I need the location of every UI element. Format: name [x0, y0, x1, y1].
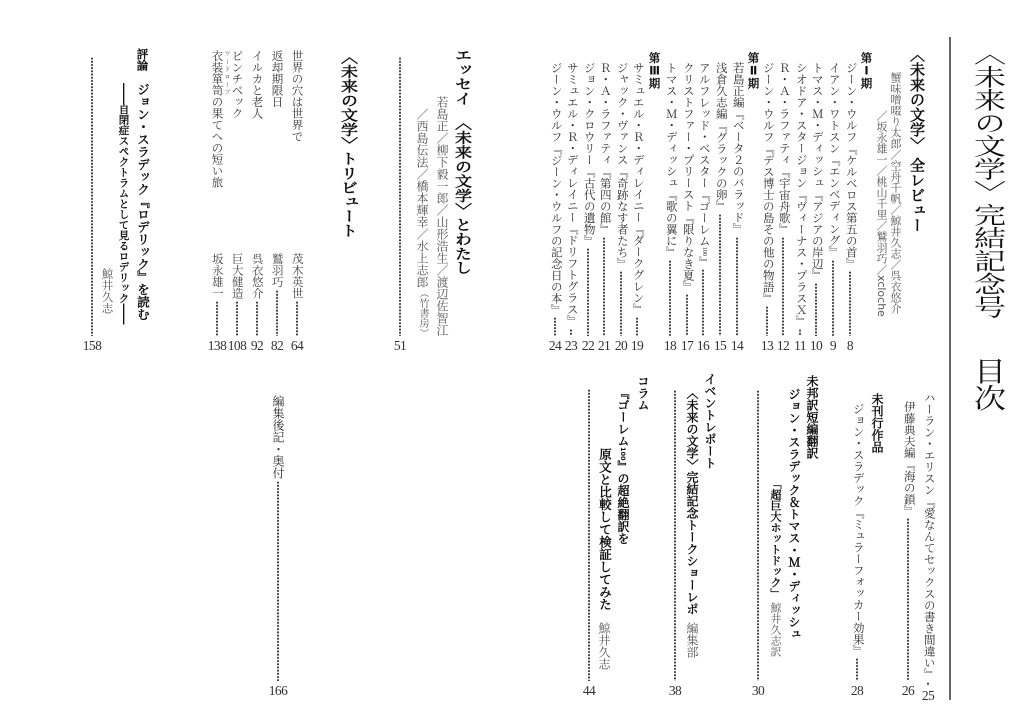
page-number: 18 [663, 337, 677, 353]
dot-leader [669, 390, 681, 681]
tribute-author: 巨大健造 [230, 253, 245, 299]
toc-entry [851, 403, 863, 697]
entry-title: 『宇宙舟歌』 [777, 165, 790, 235]
entry-author: ジャック・ヴァンス [615, 62, 628, 166]
entry-author: ジーン・ウルフ [761, 62, 774, 143]
toc-entry [844, 62, 856, 352]
dot-leader [664, 260, 676, 336]
toc-entry [714, 62, 726, 352]
toc-entry [664, 62, 676, 352]
entry-author: シオドア・スタージョン [794, 62, 807, 189]
page-number: 21 [597, 337, 611, 353]
criticism-subtitle: ――自閉症スペクトラムとして見るロデリック―― [117, 83, 130, 325]
page-number: 166 [268, 682, 288, 698]
tribute-author: 茂木英世 [290, 253, 305, 299]
page-number: 14 [730, 337, 744, 353]
criticism-author: 鯨井久志 [100, 268, 115, 314]
dot-leader [291, 301, 303, 336]
entry-title: 『ミュラーフォッカー効果』 [851, 506, 864, 656]
column-label: コラム [636, 375, 650, 411]
dot-leader [272, 481, 284, 681]
entry-title: 『エンベディング』 [827, 154, 840, 258]
toc-leader-row [82, 55, 102, 353]
entry-author: 浅倉久志編 [714, 62, 727, 120]
criticism-title: ジョン・スラデック『ロデリック』を読む [135, 83, 151, 321]
tribute-author: 鷲羽巧 [270, 253, 285, 288]
entry-author: 伊藤典夫編 [902, 401, 915, 459]
toc-leader-row [394, 55, 406, 352]
translation-translator: 鯨井久志訳 [769, 602, 782, 657]
page-number: 19 [630, 337, 644, 353]
entry-title-open: 『ゴーレム [697, 188, 710, 246]
entry-title: 『グラックの卵』 [714, 119, 727, 212]
tribute-author: 坂永雄一 [210, 253, 225, 299]
tribute-title-rest: の果てへの短い旅 [210, 96, 225, 188]
period-label-3: 第Ⅲ期 [647, 52, 662, 89]
page-number: 12 [776, 337, 790, 353]
criticism-label: 評論 [135, 48, 150, 71]
toc-entry [810, 62, 822, 352]
tribute-title-ruby-base: 衣装箪笥 [210, 50, 225, 96]
essay-label: エッセイ [451, 48, 471, 106]
dot-leader [549, 317, 561, 336]
entry-title: 『愛なんてセックスの書き間違い』 [922, 495, 935, 680]
tribute-byline [251, 253, 263, 352]
event-report-author: 編集部 [685, 622, 699, 658]
entry-author: ジーン・ウルフ [549, 62, 562, 143]
tribute-title: ピンチベック [230, 50, 245, 119]
page-title: 〈未来の文学〉完結記念号 [969, 42, 1007, 319]
dot-leader [922, 682, 934, 686]
review-heading: 〈未来の文学〉 全レビュー [908, 47, 926, 233]
toc-entry [902, 401, 914, 697]
toc-entry [761, 62, 773, 352]
dot-leader [681, 294, 693, 336]
essay-contributors-names: ／西島伝法／橋本輝幸／水上志郎 [415, 108, 429, 288]
entry-title: 『奇跡なす者たち』 [615, 165, 628, 269]
essay-publisher: （竹書房） [417, 288, 428, 338]
page-number: 158 [82, 337, 102, 353]
dot-leader [565, 329, 577, 336]
entry-author: イアン・ワトスン [827, 62, 840, 154]
dot-leader [777, 237, 789, 336]
toc-leader-row [583, 387, 595, 697]
page-number: 51 [393, 337, 407, 353]
page-number: 108 [227, 337, 247, 353]
dot-leader [598, 237, 610, 336]
tribute-byline [271, 253, 283, 352]
toc-entry [827, 62, 839, 352]
tribute-title: イルカと老人 [250, 50, 265, 119]
entry-title: 『ドリフトグラス』 [565, 223, 578, 327]
toc-entry [681, 62, 693, 352]
dot-leader [583, 389, 595, 681]
column-title-line2: 原文と比較して検証してみた [597, 448, 613, 611]
entry-title: 『アジアの岸辺』 [810, 188, 823, 281]
page-number: 16 [696, 337, 710, 353]
dot-leader [714, 214, 726, 336]
review-contributors-line1: 蟹味噌啜り太郎／空舟千帆／鯨井久志／呉衣悠介 [889, 72, 902, 314]
translation-authors: ジョン・スラデック＆トマス・Ｍ・ディッシュ [787, 388, 801, 640]
dot-leader [752, 390, 764, 681]
page-number: 26 [901, 682, 915, 698]
toc-entry [921, 392, 935, 703]
dot-leader [394, 57, 406, 336]
tribute-title: 世界の穴は世界で [290, 50, 305, 142]
tribute-title [211, 50, 230, 188]
page-number: 138 [207, 337, 227, 353]
entry-author: サミュエル・Ｒ・ディレイニー [631, 62, 644, 223]
column-title-open: 『ゴーレム [616, 387, 630, 447]
toc-entry [598, 62, 610, 352]
entry-author: ジョン・クロウリー [582, 62, 595, 166]
tribute-author: 呉衣悠介 [250, 253, 265, 299]
toc-entry [268, 395, 288, 698]
toc-entry [582, 62, 594, 352]
page-number: 64 [290, 337, 304, 353]
toc-leader-row [669, 388, 681, 697]
toc-label: 目次 [969, 357, 1007, 412]
header-divider [949, 37, 951, 700]
page-number: 10 [809, 337, 823, 353]
page-number: 38 [668, 682, 682, 698]
entry-title: 『ジーン・ウルフの記念日の本』 [549, 142, 562, 315]
page-number: 15 [713, 337, 727, 353]
entry-author: クリストファー・プリースト [681, 62, 694, 212]
event-report-label: イベントレポート [703, 373, 717, 469]
page-number: 17 [680, 337, 694, 353]
dot-leader [731, 237, 743, 336]
column-author: 鯨井久志 [597, 622, 611, 670]
entry-title: 『ダークグレン』 [631, 223, 644, 315]
entry-title [697, 189, 709, 268]
essay-heading [452, 48, 469, 275]
toc-entry [697, 62, 709, 352]
column-title-superscript: 100 [619, 447, 627, 461]
page-number: 22 [581, 337, 595, 353]
entry-author: サミュエル・Ｒ・ディレイニー [565, 62, 578, 223]
tribute-heading: 〈未来の文学〉トリビュート [337, 50, 357, 238]
dot-leader [902, 518, 914, 681]
translation-title: 「超巨大ホットドック」 [769, 478, 782, 599]
dot-leader [271, 290, 283, 336]
entry-author: トマス・Ｍ・ディッシュ [810, 62, 823, 189]
dot-leader [827, 260, 839, 336]
entry-title: 『ヴィーナス・プラスＸ』 [794, 188, 807, 327]
page-number: 92 [250, 337, 264, 353]
toc-entry [565, 62, 577, 352]
page-number: 11 [794, 337, 806, 353]
entry-title: 『ベータ２のバラッド』 [731, 108, 744, 235]
entry-author: Ｒ・Ａ・ラファティ [777, 62, 790, 166]
dot-leader [844, 271, 856, 336]
page-number: 25 [921, 687, 935, 703]
page-number: 8 [846, 337, 854, 353]
entry-title: 『第四の館』 [598, 165, 611, 235]
dot-leader [761, 306, 773, 336]
entry-author: トマス・Ｍ・ディッシュ [664, 62, 677, 189]
tribute-title-ruby [210, 50, 230, 96]
unpublished-label: 未刊行作品 [870, 393, 884, 453]
toc-entry [631, 62, 643, 352]
period-label-2: 第Ⅱ期 [746, 52, 761, 89]
dot-leader [211, 301, 223, 336]
column-title-rest: 』の超絶翻訳を [616, 460, 630, 545]
entry-title: 『限りなき夏』 [681, 211, 694, 292]
dot-leader [251, 301, 263, 336]
dot-leader [810, 283, 822, 336]
entry-author: ジョン・スラデック [851, 403, 864, 507]
toc-entry [777, 62, 789, 352]
dot-leader [697, 269, 709, 335]
page-number: 9 [829, 337, 837, 353]
entry-title: 『歌の翼に』 [664, 188, 677, 258]
afterword-title: 編集後記・奥付 [271, 395, 285, 479]
essay-contributors-line1: 若島正／柳下毅一郎／山形浩生／渡辺佐智江 [435, 96, 449, 336]
toc-entry [615, 62, 627, 352]
review-contributors-line2: ／坂永雄一／桃山千里／鷲羽巧／xcloche [875, 110, 888, 317]
entry-title: 『デス博士の島その他の物語』 [761, 142, 774, 304]
translation-label: 未邦訳短編翻訳 [805, 375, 819, 459]
entry-title: 『海の鎖』 [902, 458, 915, 516]
column-title-line1 [617, 387, 629, 545]
entry-title: 『ケルベロス第五の首』 [844, 142, 857, 269]
entry-author: ハーラン・エリスン [922, 392, 935, 496]
entry-author: ジーン・ウルフ [844, 62, 857, 143]
page-number: 82 [270, 337, 284, 353]
page-number: 13 [760, 337, 774, 353]
toc-entry [731, 62, 743, 352]
page-number: 24 [548, 337, 562, 353]
essay-title: 〈未来の文学〉とわたし [451, 116, 471, 275]
dot-leader [631, 317, 643, 336]
entry-title: 『古代の遺物』 [582, 165, 595, 246]
page-number: 20 [614, 337, 628, 353]
entry-author: 若島正編 [731, 62, 744, 108]
toc-entry [549, 62, 561, 352]
dot-leader [615, 271, 627, 336]
page-number: 28 [850, 682, 864, 698]
entry-title-close: 』 [697, 255, 710, 268]
toc-leader-row [752, 388, 764, 697]
tribute-title: 返却期限日 [270, 50, 285, 108]
page-number: 44 [582, 682, 596, 698]
tribute-byline [291, 253, 303, 352]
dot-leader [231, 301, 243, 336]
event-report-title: 〈未来の文学〉完結記念トークショーレポ [685, 387, 699, 615]
dot-leader [582, 248, 594, 336]
dot-leader [86, 57, 98, 336]
entry-author: アルフレッド・ベスター [697, 62, 710, 189]
period-label-1: 第Ⅰ期 [859, 52, 874, 89]
tribute-byline [227, 253, 247, 353]
page-number: 30 [751, 682, 765, 698]
entry-title-superscript: 100 [700, 246, 708, 256]
tribute-byline [207, 253, 227, 353]
page-number: 23 [564, 337, 578, 353]
toc-entry [794, 62, 806, 352]
dot-leader [794, 329, 806, 336]
criticism-heading [136, 48, 149, 321]
entry-author: Ｒ・Ａ・ラファティ [598, 62, 611, 166]
tribute-title-ruby-reading: ワードローブ [223, 50, 230, 96]
essay-contributors-line2 [416, 108, 428, 338]
dot-leader [851, 658, 863, 681]
